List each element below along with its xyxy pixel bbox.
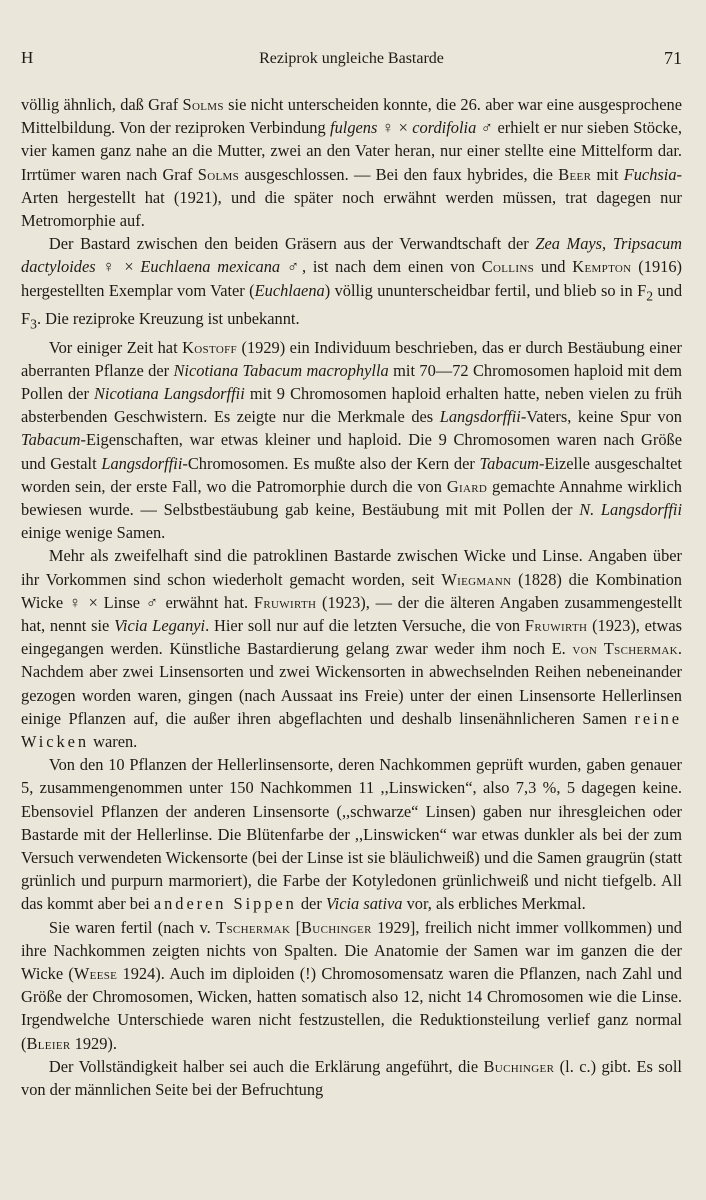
running-title: Reziprok ungleiche Bastarde <box>259 50 444 67</box>
text-run: . Hier soll nur auf die letzten Versuche, die von <box>205 616 525 636</box>
text-run: (1923), — der die älteren Angaben zusammengestellt hat, nennt sie <box>21 592 683 636</box>
paragraph <box>21 753 682 915</box>
text-run: (1916) hergestellten Exemplar vom Vater ( <box>21 257 682 300</box>
subscript: 3 <box>30 316 37 332</box>
section-letter: H <box>21 48 34 67</box>
text-run: (1929) ein Individuum beschrieben, das er durch Bestäubung einer aberranten Pflanze der <box>21 337 682 380</box>
page-number: 71 <box>664 48 682 68</box>
author-name: Kempton <box>572 257 632 277</box>
text-run: . Nachdem aber zwei Linsensorten und zwei Wickensorten in abwechselnden Reihen nebeneinander gezogen worden waren, gingen (nach Aussaat ins Freie) unter der einen Linsensorte Hellerlinsen einige Pflanzen auf, die außer ihren abgeflachten und deshalb linsenähnlicheren Samen <box>21 639 682 728</box>
text-run: ♂ erhielt er nur sieben Stöcke, vier kamen ganz nahe an die Mutter, zwei an den Vater heran, nur einer stellte eine Mittelform dar. Irrtümer waren nach Graf <box>21 118 682 184</box>
author-name: Wiegmann <box>441 569 512 589</box>
paragraph <box>21 1055 682 1101</box>
text-run: -Arten hergestellt hat (1921), und die später noch erwähnt werden müssen, trat dagegen nur Metromorphie auf. <box>21 164 682 231</box>
italic-run: Fuchsia <box>623 164 677 184</box>
paragraph <box>21 232 682 335</box>
spaced-emphasis: reine Wicken <box>21 708 682 752</box>
text-run: vor, als erbliches Merkmal. <box>402 894 586 914</box>
paragraph <box>21 916 682 1055</box>
italic-run: Langsdorffii <box>439 407 521 427</box>
author-name: Fruwirth <box>253 592 317 612</box>
text-run: -Eizelle ausgeschaltet worden sein, der erste Fall, wo die Patromorphie durch die von <box>21 453 682 496</box>
text-run: (1923), etwas eingegangen werden. Künstliche Bastardierung gelang zwar weder ihm noch E. <box>21 616 682 659</box>
text-run: Vor einiger Zeit hat <box>48 337 183 357</box>
text-run: ) völlig ununterscheidbar fertil, und blieb so in F <box>324 280 647 300</box>
author-name: Fruwirth <box>524 616 588 636</box>
text-run: 1929], freilich nicht immer vollkommen) und ihre Nachkommen zeigten nichts von Spalten. Die Anatomie der Samen war im ganzen die der Wicke ( <box>21 917 682 984</box>
text-run: 1924). Auch im diploiden (!) Chromosomensatz waren die Pflanzen, nach Zahl und Größe der Chromosomen, Wicken, hatten somatisch also 12, nicht 14 Chromosomen wie die Linse. Irgendwelche Unterschiede waren nicht festzustellen, die Reduktionsteilung verlief ganz normal ( <box>21 964 682 1053</box>
italic-run: Tabacum <box>479 453 539 473</box>
text-run: der <box>296 894 326 914</box>
text-run: einige wenige Samen. <box>21 523 166 543</box>
text-run: und <box>534 257 573 277</box>
author-name: Giard <box>446 476 488 496</box>
text-run: 1929). <box>70 1033 117 1053</box>
italic-run: Zea Mays, Tripsacum dactyloides <box>21 234 682 277</box>
text-run: [ <box>290 917 302 937</box>
author-name: Buchinger <box>483 1056 555 1076</box>
text-run: völlig ähnlich, daß Graf <box>21 95 183 114</box>
text-run: mit 9 Chromosomen haploid erhalten hatte, neben vielen zu früh absterbenden Geschwistern. Es zeigte nur die Merkmale des <box>21 384 682 427</box>
italic-run: Euchlaena mexicana <box>140 257 281 277</box>
author-name: Buchinger <box>301 917 372 937</box>
text-run: mit <box>591 164 624 184</box>
author-name: Tschermak <box>216 917 291 937</box>
italic-run: fulgens <box>330 118 378 138</box>
author-name: Kostoff <box>182 337 238 357</box>
text-run: (l. c.) gibt. Es soll von der männlichen Seite bei der Befruchtung <box>21 1056 682 1100</box>
text-run: ausgeschlossen. — Bei den faux hybrides, die <box>239 164 559 184</box>
text-run: Der Vollständigkeit halber sei auch die Erklärung angeführt, die <box>48 1056 484 1076</box>
text-run: ♀ × <box>95 257 141 277</box>
italic-run: Euchlaena <box>254 280 325 300</box>
text-run: -Eigenschaften, war etwas kleiner und haploid. Die 9 Chromosomen waren nach Größe und Gestalt <box>21 430 682 473</box>
paragraph <box>21 544 682 753</box>
text-run: Von den 10 Pflanzen der Hellerlinsensorte, deren Nachkommen geprüft wurden, gaben genauer 5, zusammengenommen unter 150 Nachkommen 11 ,,Linswicken“, also 7,3 %, 5 dagegen keine. Ebensoviel Pflanzen der anderen Linsensorte (,,schwarze“ Linsen) gaben nur ihresgleichen oder Bastarde mit der Hellerlinse. Die Blütenfarbe der ,,Linswicken“ war etwas dunkler als bei der zum Versuch verwendeten Wickensorte (bei der Linse ist sie bläulichweiß) und die Samen graugrün (statt grünlich und purpurn marmoriert), die Farbe der Kotyledonen grünlichweiß und nicht tiefgelb. All das kommt aber bei <box>21 755 682 914</box>
author-name: von Tschermak <box>572 639 678 659</box>
text-run: und F <box>21 280 683 329</box>
author-name: Weese <box>73 964 118 984</box>
italic-run: Langsdorffii <box>101 453 183 473</box>
text-run: Der Bastard zwischen den beiden Gräsern aus der Verwandtschaft der <box>48 234 536 254</box>
text-run: mit 70—72 Chromosomen haploid mit dem Pollen der <box>21 360 683 403</box>
subscript: 2 <box>646 287 654 303</box>
paragraph <box>21 93 682 232</box>
italic-run: N. Langsdorffii <box>579 500 682 520</box>
italic-run: Tabacum <box>21 430 81 450</box>
text-run: -Vaters, keine Spur von <box>520 407 683 427</box>
text-run: ♂, ist nach dem einen von <box>280 257 482 277</box>
text-run: Mehr als zweifelhaft sind die patroklinen Bastarde zwischen Wicke und Linse. Angaben über ihr Vorkommen sind schon wiederholt gemacht worden, seit <box>21 546 682 589</box>
italic-run: Nicotiana Langsdorffii <box>93 384 245 403</box>
text-run: (1828) die Kombination Wicke ♀ × Linse ♂ erwähnt hat. <box>21 569 683 612</box>
author-name: Collins <box>481 257 535 277</box>
italic-run: Vicia Leganyi <box>114 616 206 636</box>
text-run: sie nicht unterscheiden konnte, die 26. aber war eine ausgesprochene Mittelbildung. Von der reziproken Verbindung <box>21 95 682 138</box>
text-run: gemachte Annahme wirklich bewiesen wurde. — Selbstbestäubung gab keine, Bestäubung mit mit Pollen der <box>21 476 683 520</box>
paragraph <box>21 336 682 545</box>
running-header <box>21 48 682 72</box>
body-text <box>21 93 682 1101</box>
spaced-emphasis: anderen Sippen <box>153 894 297 914</box>
text-run: ♀ × <box>377 118 413 138</box>
text-run: Sie waren fertil (nach v. <box>48 917 217 937</box>
author-name: Bleier <box>26 1033 71 1053</box>
text-run: -Chromosomen. Es mußte also der Kern der <box>182 453 480 473</box>
author-name: Solms <box>197 164 240 184</box>
author-name: Beer <box>558 164 592 184</box>
text-run: . Die reziproke Kreuzung ist unbekannt. <box>36 309 300 329</box>
italic-run: Vicia sativa <box>325 894 403 914</box>
author-name: Solms <box>182 95 224 114</box>
italic-run: Nicotiana Tabacum macrophylla <box>173 360 389 380</box>
text-run: waren. <box>89 732 138 752</box>
italic-run: cordifolia <box>412 118 477 138</box>
